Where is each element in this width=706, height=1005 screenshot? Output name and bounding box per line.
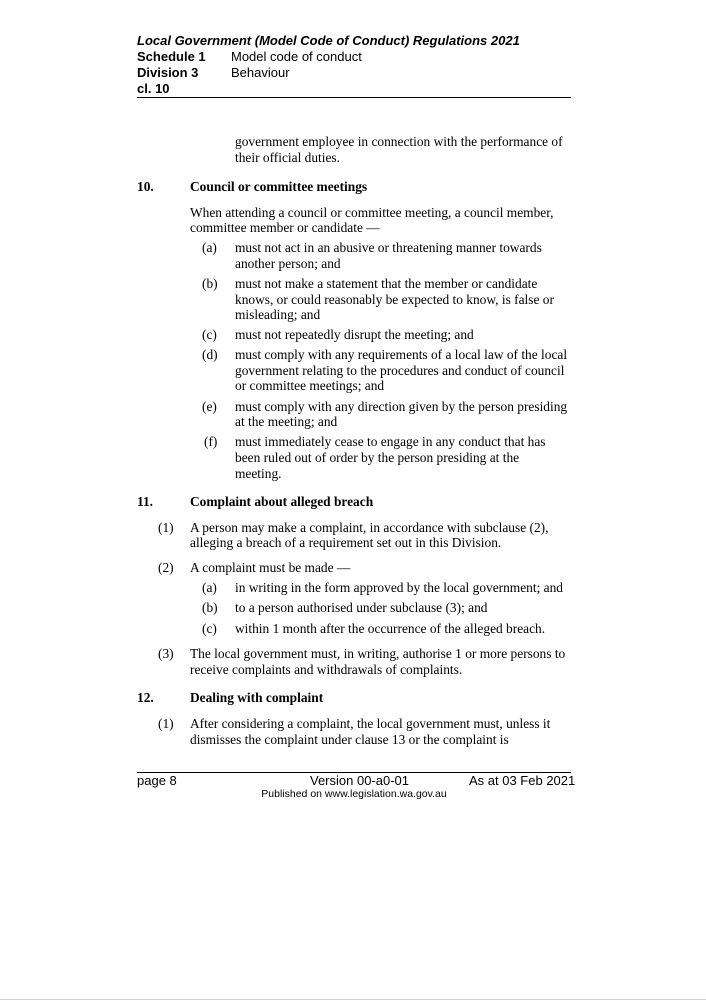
subclause-line: A person may make a complaint, in accordance with subclause (2), — [190, 520, 549, 535]
list-item-line: must not act in an abusive or threatening manner towards — [235, 240, 542, 255]
clause-10-number: 10. — [137, 179, 154, 194]
clause-12-heading: Dealing with complaint — [190, 690, 324, 705]
list-item-line: been ruled out of order by the person presiding at the — [235, 450, 520, 465]
clause-10-heading: Council or committee meetings — [190, 179, 368, 194]
division-label: Division 3 — [137, 65, 199, 80]
subclause-line: dismisses the complaint under clause 13 or the complaint is — [190, 732, 509, 747]
list-label: (d) — [202, 347, 218, 362]
list-item-line: must comply with any requirements of a local law of the local — [235, 347, 568, 362]
list-label: (c) — [202, 327, 217, 342]
list-label: (a) — [202, 240, 217, 255]
continuation-line: government employee in connection with the performance of — [235, 134, 563, 149]
list-item-line: another person; and — [235, 256, 341, 271]
list-item-line: must comply with any direction given by the person presiding — [235, 399, 568, 414]
list-item-line: within 1 month after the occurrence of the alleged breach. — [235, 621, 546, 636]
header-schedule-row — [137, 49, 362, 64]
header-clause-row — [137, 81, 231, 96]
list-item-line: or committee meetings; and — [235, 378, 385, 393]
list-label: (b) — [202, 600, 218, 615]
clause-11-number: 11. — [137, 494, 153, 509]
list-label: (b) — [202, 276, 218, 291]
list-label: (a) — [202, 580, 217, 595]
subclause-line: After considering a complaint, the local government must, unless it — [190, 716, 551, 731]
page-number: page 8 — [137, 773, 177, 788]
clause-10-intro: committee member or candidate — — [190, 220, 380, 235]
list-item-line: to a person authorised under subclause (3); and — [235, 600, 488, 615]
list-label: (f) — [204, 434, 218, 449]
published-notice: Published on www.legislation.wa.gov.au — [261, 788, 447, 800]
subclause-line: receive complaints and withdrawals of complaints. — [190, 662, 463, 677]
list-item-line: knows, or could reasonably be expected to know, is false or — [235, 292, 554, 307]
header-division-row — [137, 65, 290, 80]
subclause-label: (1) — [158, 716, 174, 731]
clause-12-number: 12. — [137, 690, 154, 705]
list-item-line: government relating to the procedures and conduct of council — [235, 363, 565, 378]
continuation-line: their official duties. — [235, 150, 340, 165]
as-at-date: As at 03 Feb 2021 — [469, 773, 576, 788]
division-value: Behaviour — [231, 65, 290, 80]
list-item-line: misleading; and — [235, 307, 321, 322]
version-label: Version 00-a0-01 — [310, 773, 410, 788]
schedule-value: Model code of conduct — [231, 49, 362, 64]
clause-label: cl. 10 — [137, 81, 170, 96]
list-label: (e) — [202, 399, 217, 414]
list-item-line: meeting. — [235, 466, 282, 481]
list-item-line: at the meeting; and — [235, 414, 338, 429]
list-item-line: in writing in the form approved by the local government; and — [235, 580, 563, 595]
subclause-line: The local government must, in writing, authorise 1 or more persons to — [190, 646, 566, 661]
subclause-label: (3) — [158, 646, 174, 661]
clause-11-heading: Complaint about alleged breach — [190, 494, 374, 509]
clause-10-intro: When attending a council or committee meeting, a council member, — [190, 205, 554, 220]
schedule-label: Schedule 1 — [137, 49, 206, 64]
header-divider — [137, 97, 571, 98]
subclause-line: A complaint must be made — — [190, 560, 351, 575]
subclause-label: (1) — [158, 520, 174, 535]
list-item-line: must not repeatedly disrupt the meeting; and — [235, 327, 474, 342]
list-item-line: must not make a statement that the member or candidate — [235, 276, 538, 291]
page-edge — [0, 999, 706, 1000]
list-label: (c) — [202, 621, 217, 636]
subclause-label: (2) — [158, 560, 174, 575]
subclause-line: alleging a breach of a requirement set out in this Division. — [190, 535, 502, 550]
document-title: Local Government (Model Code of Conduct) Regulations 2021 — [137, 33, 520, 48]
list-item-line: must immediately cease to engage in any conduct that has — [235, 434, 546, 449]
